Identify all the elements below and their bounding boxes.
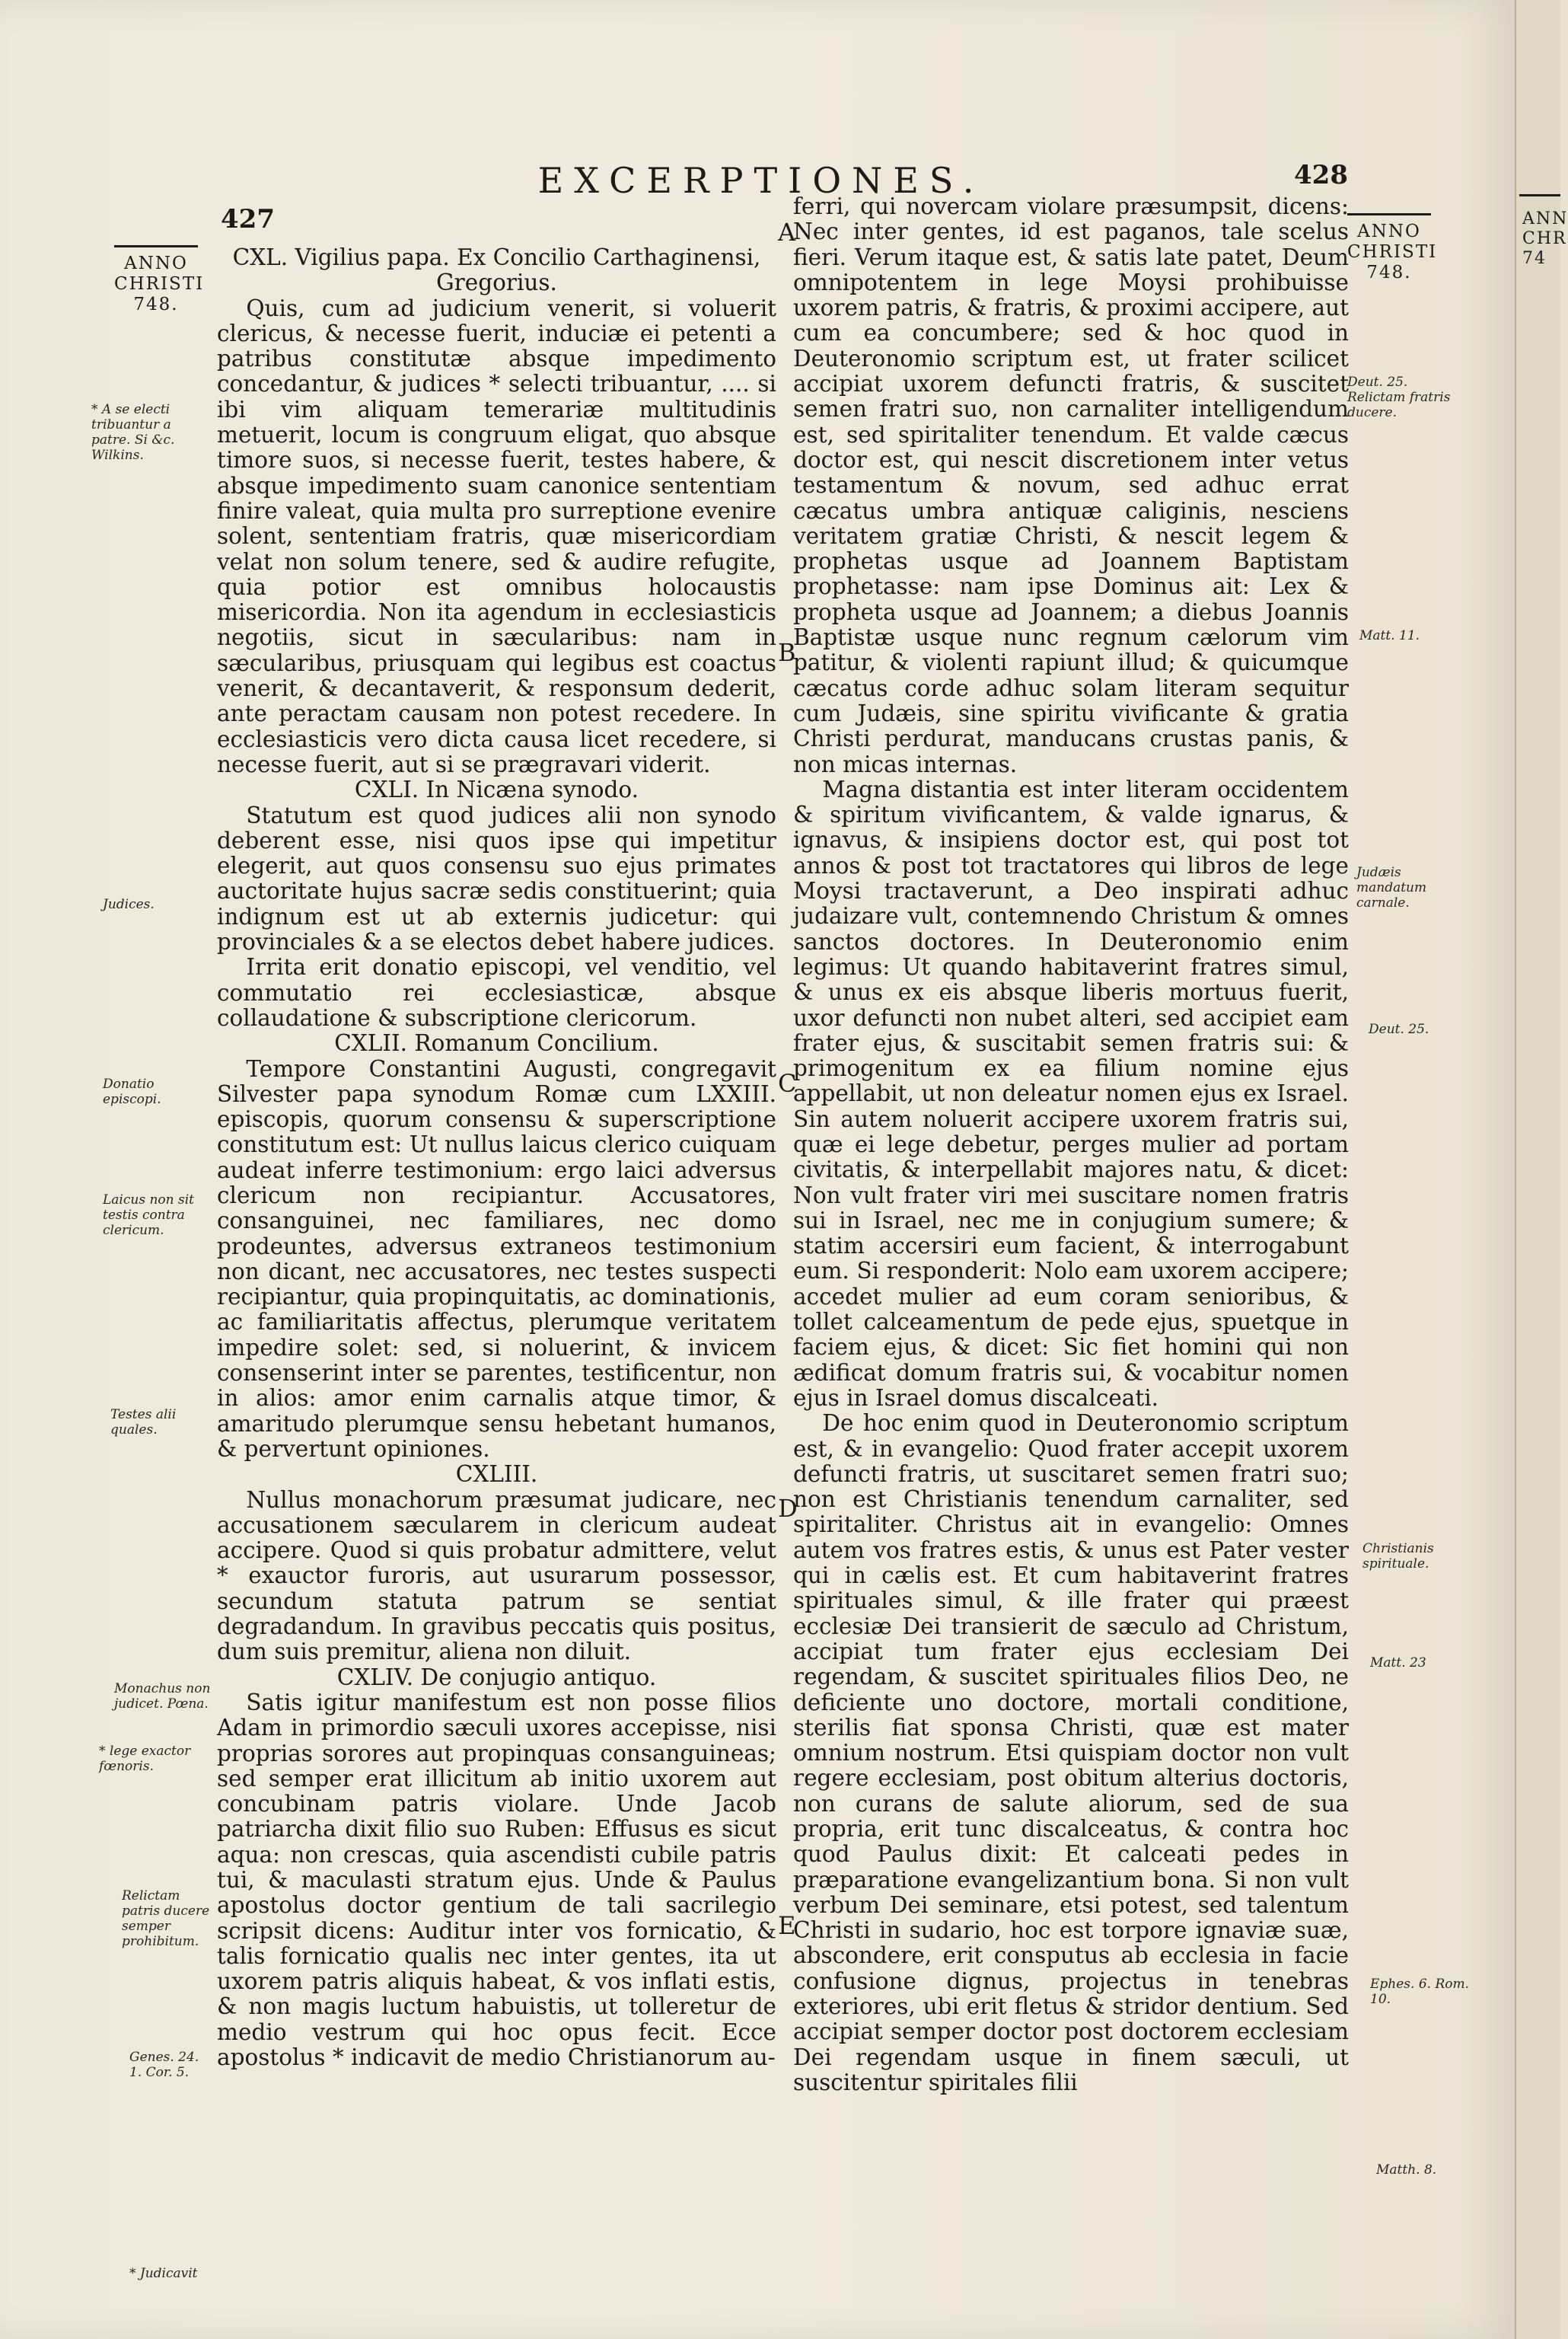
margin-note: Matth. 8. [1376,2162,1437,2178]
paragraph-cxl: Quis, cum ad judicium venerit, si voluerit clericus, & necesse fuerit, induciæ ei petenti a patribus constitutæ absque impedimento concedantur, & judices * selecti tribuantur, .... si ibi vim aliquam temerariæ multitudinis metuerit, locum is congruum eligat, quo absque timore suos, si necesse fuerit, testes habere, & absque impedimento suam canonice sententiam finire valeat, quia multa pro surreptione evenire solent, sententiam fratris, quæ misericordiam velat non solum tenere, sed & audire refugite, quia potior est omnibus holocaustis misericordia. Non ita agendum in ecclesiasticis negotiis, sicut in sæcularibus: nam in sæcularibus, priusquam qui legibus est coactus venerit, & decantaverit, & responsum dederit, ante peractam causam non potest recedere. In ecclesiasticis vero dicta causa licet recedere, si necesse fuerit, aut si se prægravari viderit. [217,295,776,777]
paragraph-cxliii: Nullus monachorum præsumat judicare, nec accusationem sæcularem in clericum audeat accipere. Quod si quis probatur admittere, velut * exauctor furoris, aut usurarum possessor, secundum statuta patrum se sentiat degradandum. In gravibus peccatis quis positus, dum suis premitur, aliena non diluit. [217,1486,776,1665]
margin-note: Testes alii quales. [110,1407,177,1438]
margin-note: Deut. 25. [1369,1022,1429,1037]
paragraph-cxlii: Tempore Constantini Augusti, congregavit Silvester papa synodum Romæ cum LXXIII. episcopis, quorum consensu & superscriptione constitutum est: Ut nullus laicus clerico cuiquam audeat inferre testimonium: ergo laici adversus clericum non recipiantur. Accusatores, consanguinei, nec familiares, nec domo prodeuntes, adversus extraneos testimonium non dicant, nec accusatores, nec testes suspecti recipiantur, quia propinquitatis, ac dominationis, ac familiaritatis affectus, plerumque veritatem impedire solet: sed, si noluerint, & invicem consenserint inter se parentes, testificentur, non in alios: amor enim carnalis atque timor, & amaritudo plerumque sensu hebetant humanos, & pervertunt opiniones. [217,1055,776,1462]
right-page-number: 428 [1294,160,1348,190]
section-heading-cxliv: CXLIV. De conjugio antiquo. [336,1664,657,1690]
margin-note: Genes. 24. 1. Cor. 5. [129,2050,199,2080]
paragraph-cxliv: Satis igitur manifestum est non posse filios Adam in primordio sæculi uxores accepisse, nisi proprias sorores aut propinquas consanguineas; sed semper erat illicitum ab initio uxorem aut concubinam patris violare. Unde Jacob patriarcha dixit filio suo Ruben: Effusus es sicut aqua: non crescas, quia ascendisti cubile patris tui, & maculasti stratum ejus. Unde & Paulus apostolus doctor gentium de tali sacrilegio scripsit dicens: Auditur inter vos fornicatio, & talis fornicatio qualis nec inter gentes, ita ut uxorem patris aliquis habeat, & vos inflati estis, & non magis luctum habuistis, ut tolleretur de medio vestrum qui hoc opus fecit. Ecce apostolus * indicavit de medio Christianorum au- [217,1689,776,2071]
right-column [793,194,1349,2095]
margin-note: * lege exactor fœnoris. [99,1744,191,1774]
section-letter-b: B [778,638,796,667]
margin-note: * A se electi tribuantur a patre. Si &c. Wilkins. [91,402,175,463]
paragraph-de-hoc: De hoc enim quod in Deuteronomio scriptum est, & in evangelio: Quod frater accepit uxorem defuncti fratris, ut suscitaret semen fratri suo; non est Christianis tenendum carnaliter, sed spiritaliter. Christus ait in evangelio: Omnes autem vos fratres estis, & unus est Pater vester qui in cælis est. Et cum habitaverint fratres spirituales simul, & ille frater qui præest ecclesiæ Dei transierit de sæculo ad Christum, accipiat tum frater ejus ecclesiam Dei regendam, & suscitet spirituales filios Deo, ne deficiente uno doctore, mortali conditione, sterilis fiat sponsa Christi, quæ est mater omnium nostrum. Etsi quispiam doctor non vult regere ecclesiam, post obitum alterius doctoris, non curans de salute aliorum, sed de sua propria, erit tunc discalceatus, & contra hoc quod Paulus dixit: Et calceati pedes in præparatione evangelizantium bona. Si non vult verbum Dei seminare, etsi potest, sed talentum Christi in sudario, hoc est torpore ignaviæ suæ, abscondere, erit consputus ab ecclesia in facie confusione dignus, projectus in tenebras exteriores, ubi erit fletus & stridor dentium. Sed accipiat semper doctor post doctorem ecclesiam Dei regendam usque in finem sæculi, ut suscitentur spiritales filii [793,1410,1349,2095]
section-letter-c: C [778,1069,797,1098]
margin-note: Christianis spirituale. [1362,1541,1434,1572]
margin-note: * Judicavit [129,2266,198,2281]
anno-left: ANNO CHRISTI 748. [114,245,198,315]
paragraph-magna-distantia: Magna distantia est inter literam occidentem & spiritum vivificantem, & valde ignarus, & ignavus, & insipiens doctor est, qui post tot annos & post tot tractatores qui libros de lege Moysi tractaverunt, a Deo inspirati adhuc judaizare vult, contemnendo Christum & omnes sanctos doctores. In Deuteronomio enim legimus: Ut quando habitaverint fratres simul, & unus ex eis absque liberis mortuus fuerit, uxor defuncti non nubet alteri, sed accipiet eam frater ejus, & suscitabit semen fratris sui: & primogenitum ex ea filium nomine ejus appellabit, ut non deleatur nomen ejus ex Israel. Sin autem noluerit accipere uxorem fratris sui, quæ ei lege debetur, perges mulier ad portam civitatis, & interpellabit majores natu, & dicet: Non vult frater viri mei suscitare nomen fratris sui in Israel, nec me in conjugium sumere; & statim accersiri eum facient, & interrogabunt eum. Si responderit: Nolo eam uxorem accipere; accedet mulier ad eum coram senioribus, & tollet calceamentum de pede ejus, spuetque in faciem ejus, & dicet: Sic fiet homini qui non ædificat domum fratris sui, & vocabitur nomen ejus in Israel domus discalceati. [793,776,1349,1411]
section-heading-cxli: CXLI. In Nicæna synodo. [354,777,639,803]
margin-note: Judices. [103,897,155,912]
section-heading-cxlii: CXLII. Romanum Concilium. [334,1030,659,1057]
anno-right: ANNO CHRISTI 748. [1347,213,1431,283]
section-heading-cxl: CXL. Vigilius papa. Ex Concilio Carthaginensi, Gregorius. [232,244,761,296]
margin-note: Donatio episcopi. [103,1077,161,1107]
margin-note: Judæis mandatum carnale. [1356,865,1427,911]
next-page-anno: ANN CHR 74 [1522,209,1568,268]
left-page-number: 427 [221,204,275,235]
margin-note: Relictam patris ducere semper prohibitum. [122,1888,210,1949]
margin-note: Matt. 11. [1359,628,1420,643]
section-letter-e: E [778,1911,796,1940]
paragraph-cxli-irrita: Irrita erit donatio episcopi, vel venditio, vel commutatio rei ecclesiasticæ, absque collaudatione & subscriptione clericorum. [217,954,776,1031]
margin-note: Monachus non judicet. Pœna. [114,1681,211,1712]
paragraph-continuation: ferri, qui novercam violare præsumpsit, dicens: Nec inter gentes, id est paganos, tale scelus fieri. Verum itaque est, & satis late patet, Deum omnipotentem in lege Moysi prohibuisse uxorem patris, & fratris, & proximi accipere, aut cum ea concumbere; sed & hoc quod in Deuteronomio scriptum est, ut frater scilicet accipiat uxorem defuncti fratris, & suscitet semen fratri suo, non carnaliter intelligendum est, sed spiritaliter tenendum. Et valde cæcus doctor est, qui nescit discretionem inter vetus testamentum & novum, sed adhuc errat cæcatus umbra antiquæ caliginis, nesciens veritatem gratiæ Christi, & nescit legem & prophetas usque ad Joannem Baptistam prophetasse: nam ipse Dominus ait: Lex & propheta usque ad Joannem; a diebus Joannis Baptistæ usque nunc regnum cælorum vim patitur, & violenti rapiunt illud; & quicumque cæcatus corde adhuc solam literam sequitur cum Judæis, sine spiritu vivificante & gratia Christi perdurat, manducans crustas panis, & non micas internas. [793,193,1349,777]
margin-note: Ephes. 6. Rom. 10. [1370,1977,1470,2007]
margin-note: Laicus non sit testis contra clericum. [103,1192,194,1238]
running-head: EXCERPTIONES. [537,160,985,201]
section-letter-d: D [778,1494,798,1523]
section-heading-cxliii: CXLIII. [455,1461,538,1488]
paragraph-cxli-statutum: Statutum est quod judices alii non synodo deberent esse, nisi quos ipse qui impetitur elegerit, aut quos consensu suo ejus primates auctoritate hujus sacræ sedis constituerint; quia indignum est ut ab externis judicetur: qui provinciales & a se electos debet habere judices. [217,802,776,956]
left-column [217,245,776,2070]
section-letter-a: A [778,218,796,247]
margin-note: Deut. 25. Relictam fratris ducere. [1347,375,1451,420]
margin-note: Matt. 23 [1370,1655,1426,1670]
next-page-edge [1515,0,1568,2339]
